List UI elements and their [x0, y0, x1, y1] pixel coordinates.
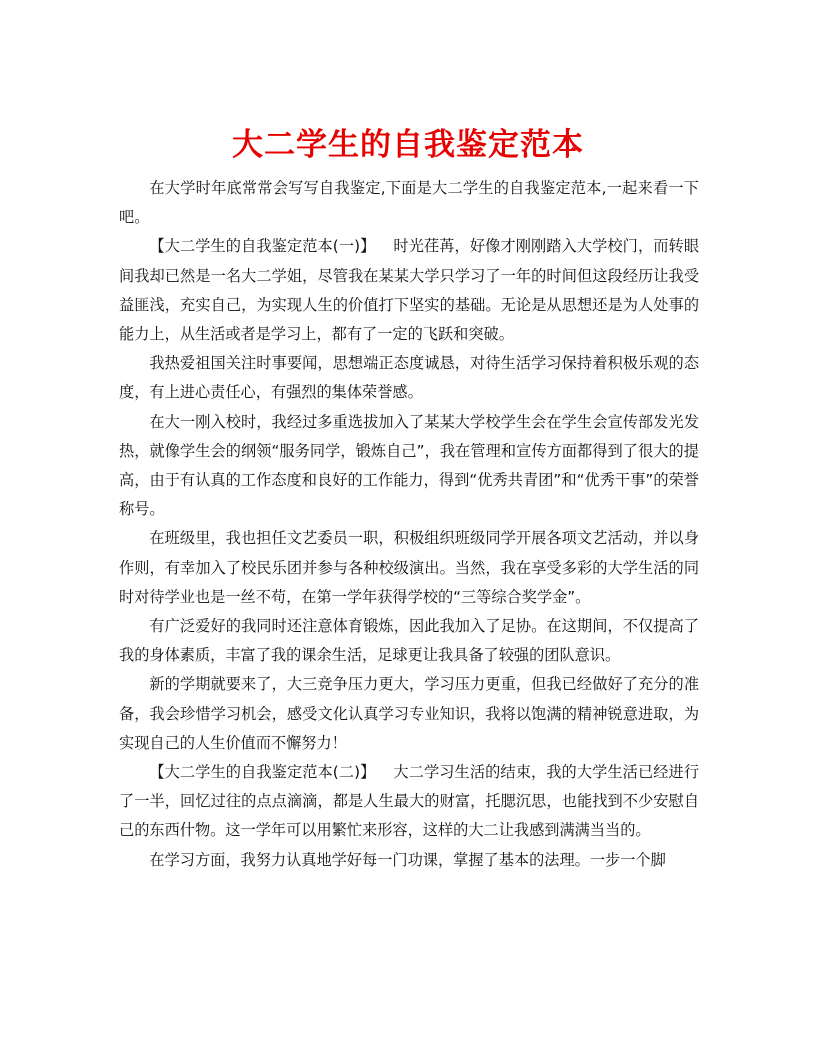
- paragraph-text: 新的学期就要来了，大三竞争压力更大，学习压力更重，但我已经做好了充分的准备，我会珍惜学习机会，感受文化认真学习专业知识，我将以饱满的精神锐意进取，为实现自己的人生价值而不懈努力！: [119, 675, 699, 752]
- paragraph: [119, 846, 699, 875]
- document-body: [119, 174, 699, 875]
- section-heading: 【大二学生的自我鉴定范本(一)】: [149, 237, 376, 256]
- paragraph-text: 时光荏苒，好像才刚刚踏入大学校门，而转眼间我却已然是一名大二学姐，尽管我在某某大学只学习了一年的时间但这段经历让我受益匪浅，充实自己，为实现人生的价值打下坚实的基础。无论是从思想还是为人处事的能力上，从生活或者是学习上，都有了一定的飞跃和突破。: [119, 237, 700, 344]
- section-heading: 【大二学生的自我鉴定范本(二)】: [149, 763, 376, 782]
- paragraph: [119, 349, 699, 407]
- paragraph-text: 我热爱祖国关注时事要闻，思想端正态度诚恳，对待生活学习保持着积极乐观的态度，有上进心责任心，有强烈的集体荣誉感。: [119, 354, 699, 402]
- paragraph-text: 在班级里，我也担任文艺委员一职，积极组织班级同学开展各项文艺活动，并以身作则，有幸加入了校民乐团并参与各种校级演出。当然，我在享受多彩的大学生活的同时对待学业也是一丝不苟，在第一学年获得学校的“三等综合奖学金”。: [119, 529, 699, 606]
- paragraph: [119, 524, 699, 612]
- paragraph-text: 在学习方面，我努力认真地学好每一门功课，掌握了基本的法理。一步一个脚: [149, 850, 666, 869]
- paragraph: [119, 612, 699, 670]
- paragraph-section-1-intro: [119, 232, 699, 349]
- paragraph-text: 有广泛爱好的我同时还注意体育锻炼，因此我加入了足协。在这期间，不仅提高了我的身体素质，丰富了我的课余生活，足球更让我具备了较强的团队意识。: [119, 617, 699, 665]
- document-title: 大二学生的自我鉴定范本: [232, 126, 584, 163]
- paragraph: [119, 408, 699, 525]
- paragraph-section-2-intro: [119, 758, 699, 846]
- paragraph: [119, 670, 699, 758]
- paragraph-text: 在大一刚入校时，我经过多重选拔加入了某某大学校学生会在学生会宣传部发光发热，就像学生会的纲领“服务同学，锻炼自己”，我在管理和宣传方面都得到了很大的提高，由于有认真的工作态度和良好的工作能力，得到“优秀共青团”和“优秀干事”的荣誉称号。: [119, 412, 699, 519]
- paragraph-intro: [119, 174, 699, 232]
- paragraph-text: 在大学时年底常常会写写自我鉴定,下面是大二学生的自我鉴定范本,一起来看一下吧。: [119, 179, 699, 227]
- paragraph-text: 大二学习生活的结束，我的大学生活已经进行了一半，回忆过往的点点滴滴，都是人生最大的财富，托腮沉思，也能找到不少安慰自己的东西什物。这一学年可以用繁忙来形容，这样的大二让我感到满满当当的。: [119, 763, 700, 840]
